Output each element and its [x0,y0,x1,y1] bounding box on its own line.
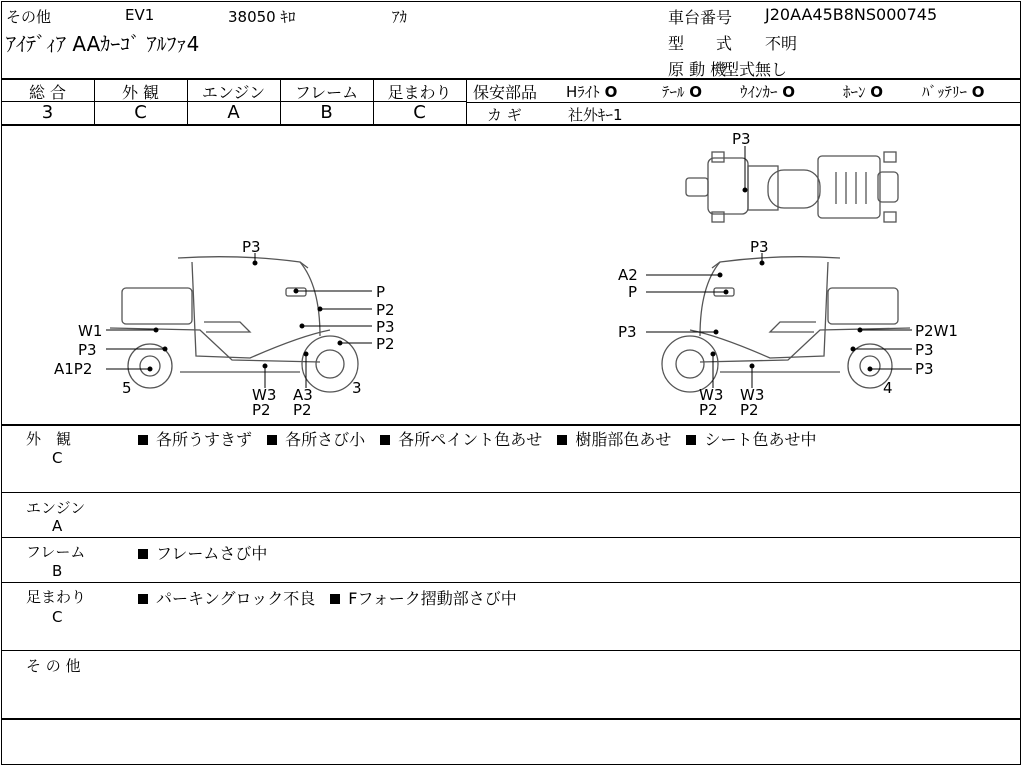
damage-label: P3 [376,318,395,336]
damage-label: W3 [699,386,724,404]
type-value: 不明 [765,34,798,53]
chassis-value: J20AA45B8NS000745 [765,5,938,24]
damage-label: W1 [78,322,103,340]
safety-item-horn: ﾎｰﾝ O [843,83,884,101]
grade-header-exterior: 外 観 [121,83,160,102]
remark-item: 各所さび小 [267,430,365,449]
section-divider [1,492,1021,493]
damage-label: P2 [740,401,759,419]
damage-label: P2 [376,335,395,353]
wheel-number: 5 [122,379,132,397]
engine-grade: A [52,517,63,535]
grade-header-suspension: 足まわり [387,83,452,102]
safety-label: 保安部品 [473,83,538,102]
grade-value-frame: B [320,102,333,123]
suspension-label: 足まわり [26,588,87,606]
damage-label: P2 [376,301,395,319]
damage-label: W3 [740,386,765,404]
section-divider [1,537,1021,538]
remark-item: Fフォーク摺動部さび中 [330,589,516,608]
grade-header-frame: フレーム [294,83,359,102]
damage-label: P [376,283,386,301]
damage-label: A3 [293,386,313,404]
damage-label: W3 [252,386,277,404]
left-side-view-vehicle [110,257,358,392]
safety-item-winker: ｳｲﾝｶｰ O [740,83,796,101]
damage-label: P3 [750,238,769,256]
diagram-bottom-line [1,424,1021,426]
damage-label: P [628,283,638,301]
other-label: そ の 他 [26,657,81,675]
exterior-label: 外 観 [26,430,72,448]
frame-remarks [138,541,277,564]
left-damage-labels [54,238,395,419]
right-side-view-vehicle [662,257,910,392]
chassis-label: 車台番号 [668,8,733,27]
section-divider [1,582,1021,583]
damage-diagram [0,126,1024,424]
vehicle-name: ｱｲﾃﾞｨｱ AAｶｰｺﾞ ｱﾙﾌｧ4 [6,32,200,56]
model-code: EV1 [125,6,155,24]
type-label: 型 式 [668,34,733,53]
grade-divider [466,79,467,125]
grade-value-engine: A [227,102,240,123]
engine-type-value: 型式無し [723,60,788,79]
key-value: 社外ｷｰ1 [568,106,623,124]
remark-item: フレームさび中 [138,544,267,563]
grade-value-exterior: C [134,102,147,123]
damage-label: A1P2 [54,360,93,378]
wheel-number: 3 [352,379,362,397]
frame-grade: B [52,562,63,580]
safety-item-battery: ﾊﾞｯﾃﾘｰ O [922,83,985,101]
damage-label: P2 [252,401,271,419]
damage-label: P3 [915,341,934,359]
damage-label: P3 [915,360,934,378]
grade-header-overall: 総 合 [28,83,67,102]
mileage: 38050 ｷﾛ [228,8,296,26]
damage-label: P2W1 [915,322,958,340]
safety-item-headlight: Hﾗｲﾄ O [566,83,618,101]
damage-label: P2 [293,401,312,419]
damage-label: P3 [732,130,751,148]
remark-item: パーキングロック不良 [138,589,315,608]
category-text: その他 [6,8,52,26]
safety-item-tail: ﾃｰﾙ O [662,83,703,101]
grade-header-engine: エンジン [201,83,266,102]
damage-label: P3 [242,238,261,256]
suspension-grade: C [52,608,63,626]
engine-label: エンジン [26,499,86,517]
damage-label: P2 [699,401,718,419]
remark-item: 樹脂部色あせ [557,430,671,449]
section-bottom-line [1,718,1021,720]
remark-item: シート色あせ中 [686,430,816,449]
top-view-vehicle [686,152,898,222]
suspension-remarks [138,586,527,609]
frame-label: フレーム [26,543,86,561]
left-leader-lines [106,253,372,388]
grade-value-suspension: C [413,102,426,123]
exterior-remarks [138,427,826,450]
wheel-number: 4 [883,379,893,397]
exterior-grade: C [52,449,63,467]
key-label: カ ギ [487,106,522,124]
color-text: ｱｶ [392,8,408,26]
remark-item: 各所ペイント色あせ [380,430,542,449]
damage-label: A2 [618,266,638,284]
damage-label: P3 [78,341,97,359]
remark-item: 各所うすきず [138,430,252,449]
damage-label: P3 [618,323,637,341]
safety-mid-line [467,102,1021,103]
grade-value-overall: 3 [41,102,54,123]
section-divider [1,650,1021,651]
engine-type-label: 原 動 機 [668,60,727,79]
